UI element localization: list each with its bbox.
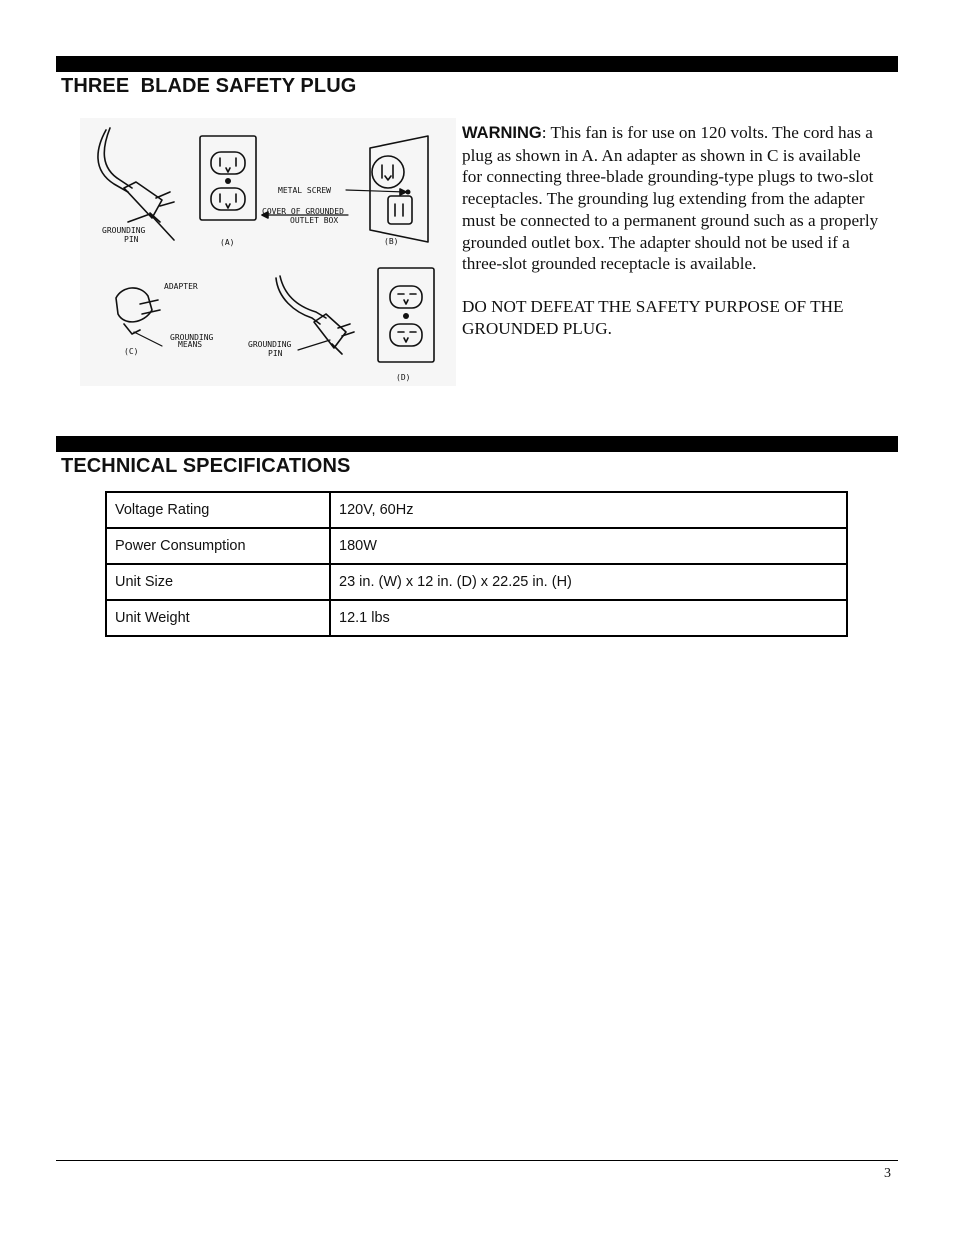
warning-block — [462, 122, 882, 339]
plug-diagram-figure — [80, 118, 456, 386]
caption-c: (C) — [124, 347, 139, 356]
spec-value: 120V, 60Hz — [330, 492, 847, 528]
svg-text:PIN: PIN — [124, 235, 139, 244]
metal-screw-icon — [406, 190, 411, 195]
section-heading-specs: TECHNICAL SPECIFICATIONS — [61, 455, 351, 477]
label-grounding-means: GROUNDING — [170, 333, 214, 342]
warning-label: WARNING — [462, 124, 542, 142]
spec-label: Unit Weight — [106, 600, 330, 636]
label-cover-grounded: COVER OF GROUNDED — [262, 207, 344, 216]
caption-d: (D) — [396, 373, 411, 382]
footer-rule — [56, 1160, 898, 1161]
caption-a: (A) — [220, 238, 235, 247]
table-row — [106, 564, 847, 600]
label-grounding-pin-a: GROUNDING — [102, 226, 146, 235]
label-metal-screw: METAL SCREW — [278, 186, 331, 195]
warning-text: : This fan is for use on 120 volts. The cord has a plug as shown in A. An adapter as shown in C is available for connecting three-blade grounding-type plugs to two-slot receptacles. The grounding lug extending from the adapter must be connected to a permanent ground such as a properly grounded outlet box. The adapter should not be used if a three-slot grounded receptacle is available. — [462, 123, 879, 274]
spec-value: 23 in. (W) x 12 in. (D) x 22.25 in. (H) — [330, 564, 847, 600]
table-row — [106, 600, 847, 636]
page-number: 3 — [884, 1166, 891, 1181]
caution-text: DO NOT DEFEAT THE SAFETY PURPOSE OF THE GROUNDED PLUG. — [462, 296, 844, 338]
specs-table — [105, 491, 848, 637]
section-divider-bar — [56, 436, 898, 452]
spec-label: Unit Size — [106, 564, 330, 600]
spec-value: 12.1 lbs — [330, 600, 847, 636]
outlet-screw-d-icon — [403, 313, 409, 319]
svg-text:PIN: PIN — [268, 349, 283, 358]
outlet-screw-a-icon — [225, 178, 231, 184]
spec-value: 180W — [330, 528, 847, 564]
label-outlet-box: OUTLET BOX — [290, 216, 339, 225]
svg-text:MEANS: MEANS — [178, 340, 203, 349]
plug-diagram — [80, 118, 456, 386]
section-heading-safety-plug: THREE BLADE SAFETY PLUG — [61, 75, 357, 97]
adapter-b-icon — [372, 156, 404, 188]
caption-b: (B) — [384, 237, 399, 246]
table-row — [106, 528, 847, 564]
warning-paragraph — [462, 122, 882, 275]
spec-label: Voltage Rating — [106, 492, 330, 528]
adapter-c-icon — [116, 288, 152, 322]
label-grounding-pin-d: GROUNDING — [248, 340, 292, 349]
spec-label: Power Consumption — [106, 528, 330, 564]
section-divider-bar — [56, 56, 898, 72]
label-adapter: ADAPTER — [164, 282, 198, 291]
outlet-b-icon — [370, 136, 428, 242]
table-row — [106, 492, 847, 528]
